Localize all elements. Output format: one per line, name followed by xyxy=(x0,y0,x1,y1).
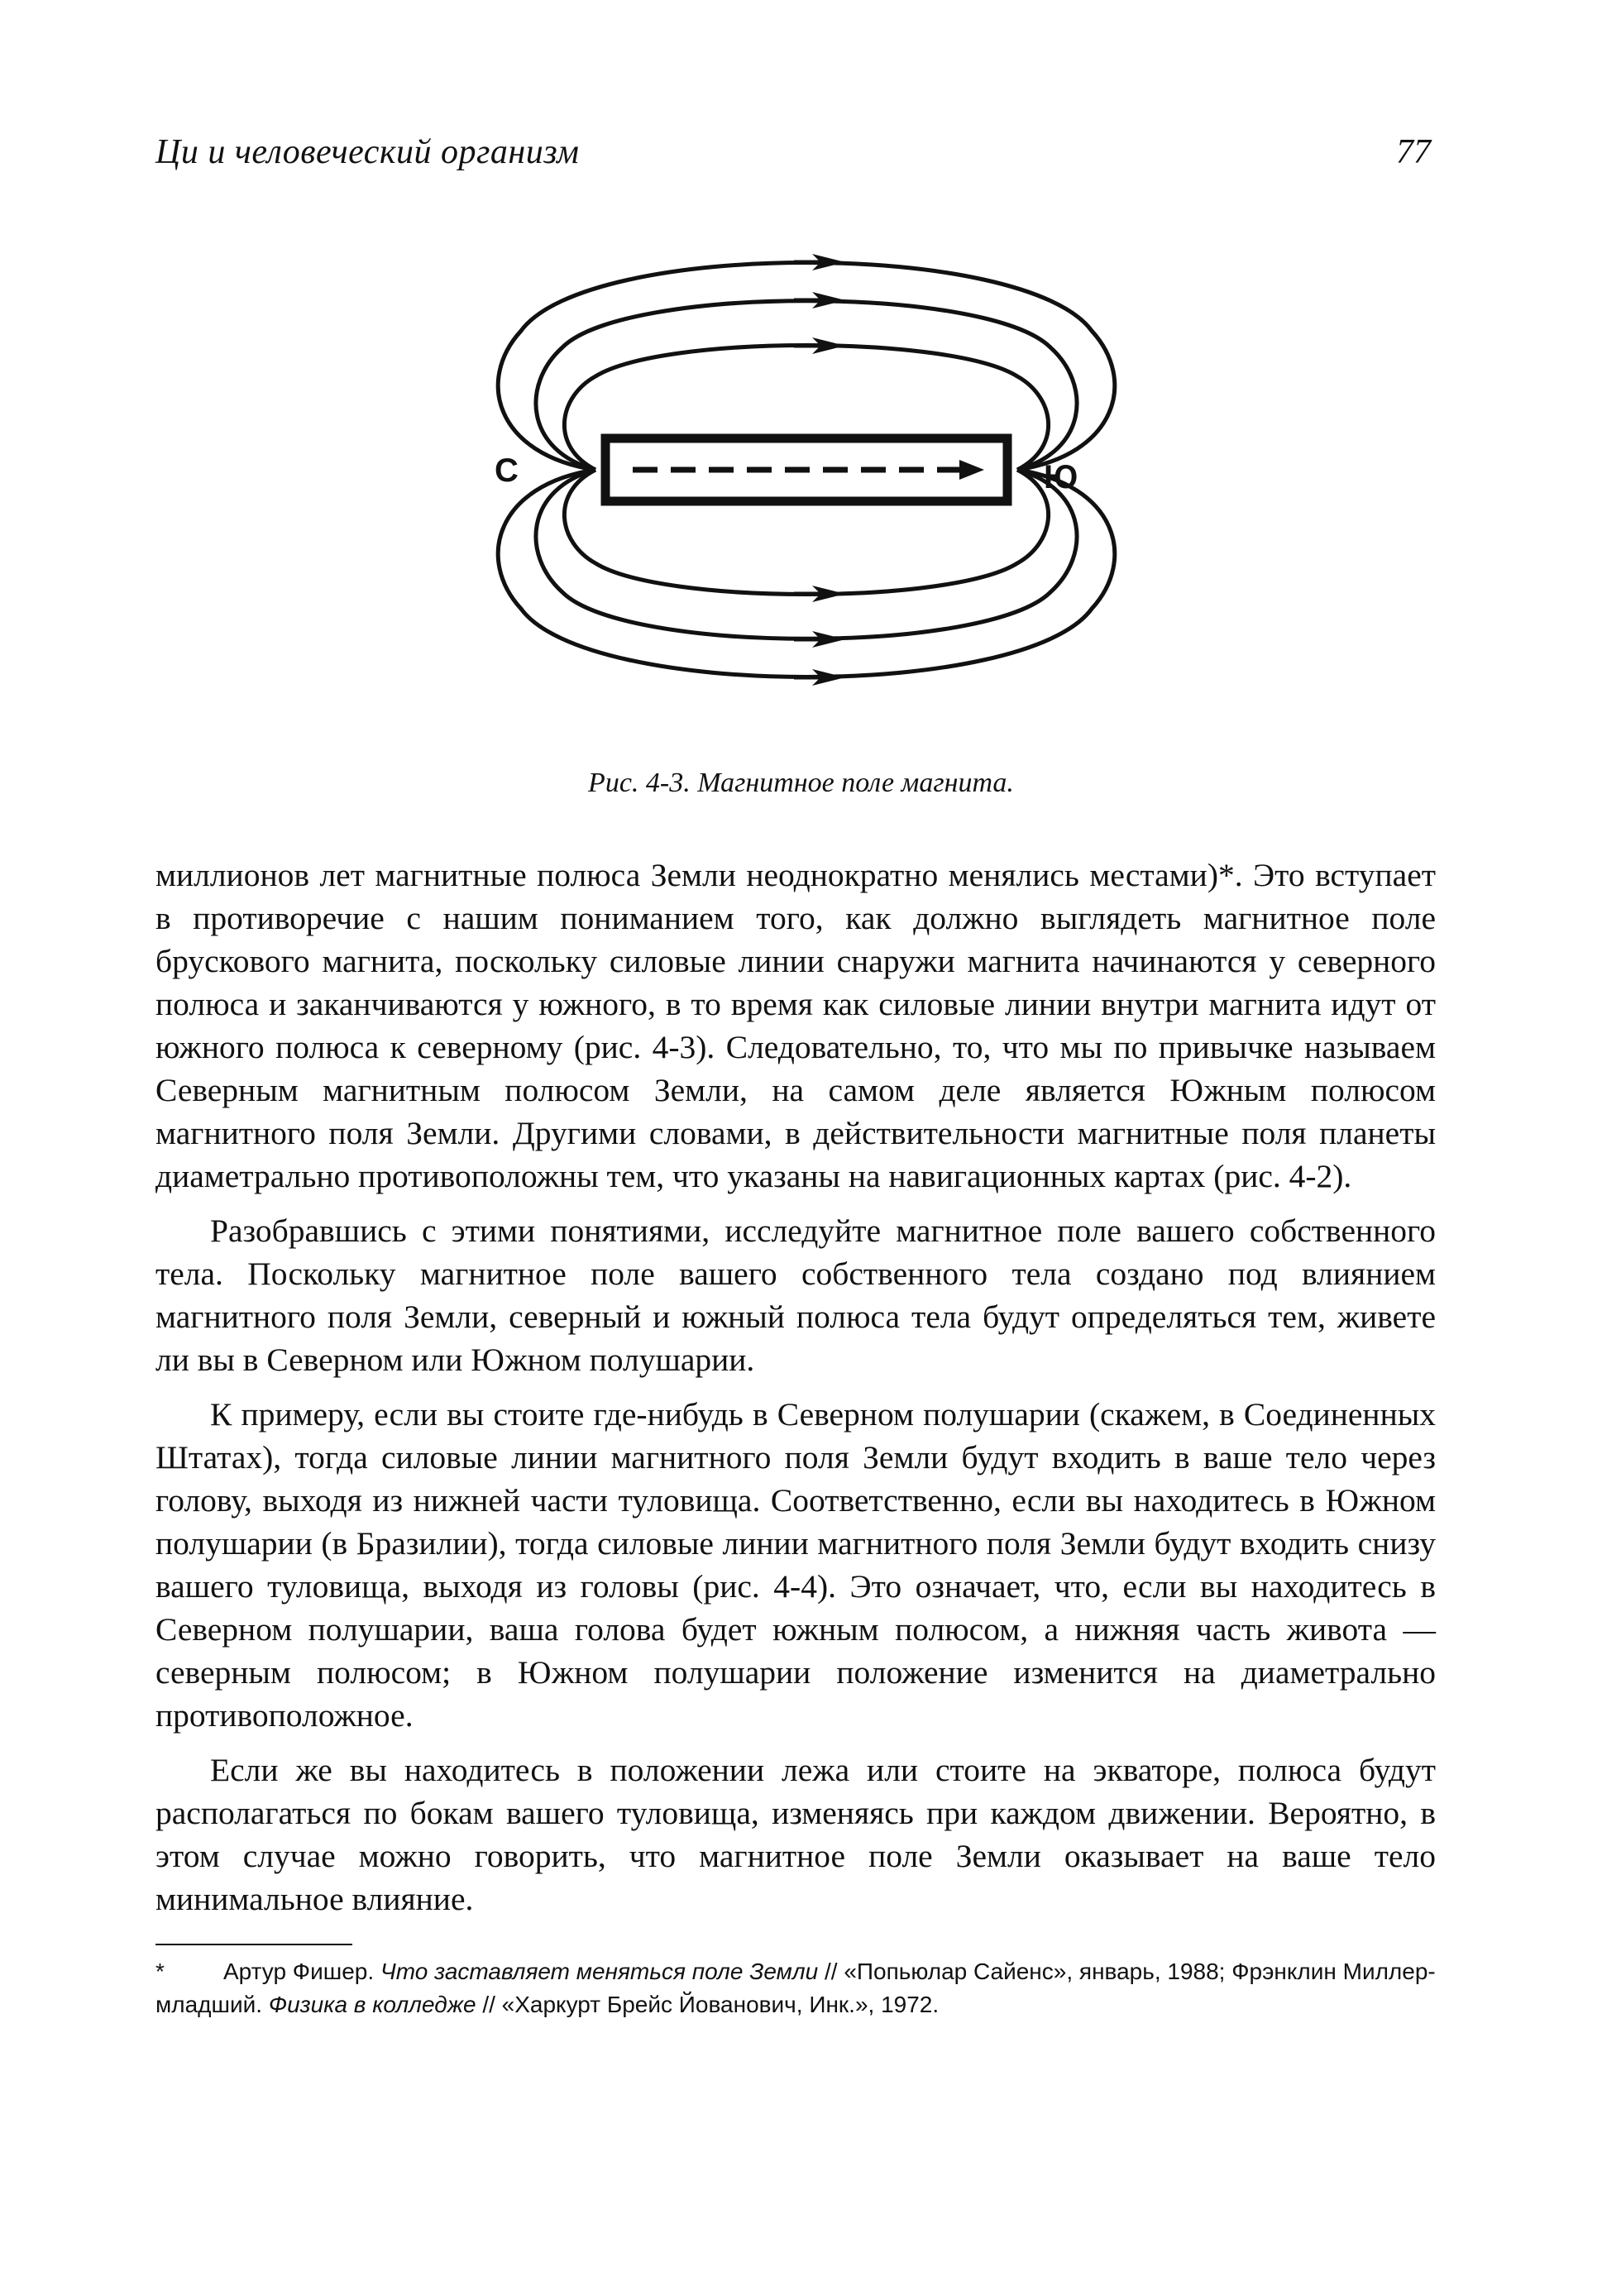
running-title: Ци и человеческий организм xyxy=(155,133,580,171)
footnote-mark: * xyxy=(155,1959,165,1984)
figure-caption: Рис. 4-3. Магнитное поле магнита. xyxy=(588,768,1014,798)
footnote-author-1: Артур Фишер. xyxy=(223,1959,375,1984)
body-text xyxy=(155,854,1436,1921)
page-number: 77 xyxy=(1396,133,1431,171)
footnote-rule xyxy=(155,1944,352,1945)
footnote-title-1: Что заставляет меняться поле Земли xyxy=(380,1959,819,1984)
paragraph-2: Разобравшись с этими понятиями, исследуйте магнитное поле вашего собственного тела. Поскольку магнитное поле вашего собственного тела создано под влиянием магнитного поля Земли, северный и южный полюса тела будут определяться тем, живете ли вы в Северном или Южном полушарии. xyxy=(155,1213,1436,1378)
north-pole-label: С xyxy=(495,452,519,489)
footnote-source-2: // «Харкурт Брейс Йованович, Инк.», 1972. xyxy=(482,1992,940,2017)
footnote xyxy=(155,1955,1436,2021)
paragraph-3: К примеру, если вы стоите где-нибудь в Северном полушарии (скажем, в Соединенных Штатах), тогда силовые линии магнитного поля Земли будут входить в ваше тело через голову, выходя из нижней части туловища. Соответственно, если вы находитесь в Южном полушарии (в Бразилии), тогда силовые линии магнитного поля Земли будут входить снизу вашего туловища, выходя из головы (рис. 4-4). Это означает, что, если вы находитесь в Северном полушарии, ваша голова будет южным полюсом, а нижняя часть живота — северным полюсом; в Южном полушарии положение изменится на диаметрально противоположное. xyxy=(155,1396,1436,1734)
paragraph-4: Если же вы находитесь в положении лежа или стоите на экваторе, полюса будут располагаться по бокам вашего туловища, изменяясь при каждом движении. Вероятно, в этом случае можно говорить, что магнитное поле Земли оказывает на ваше тело минимальное влияние. xyxy=(155,1752,1436,1917)
south-pole-label: Ю xyxy=(1044,459,1078,495)
paragraph-1: миллионов лет магнитные полюса Земли неоднократно менялись местами)*. Это вступает в противоречие с нашим пониманием того, как должно выглядеть магнитное поле брускового магнита, поскольку силовые линии снаружи магнита начинаются у северного полюса и заканчиваются у южного, в то время как силовые линии внутри магнита идут от южного полюса к северному (рис. 4-3). Следовательно, то, что мы по привычке называем Северным магнитным полюсом Земли, на самом деле является Южным полюсом магнитного поля Земли. Другими словами, в действительности магнитные поля планеты диаметрально противоположны тем, что указаны на навигационных картах (рис. 4-2). xyxy=(155,857,1436,1194)
footnote-source-1: // «Попьюлар Сайенс», январь, 1988; Фрэнклин Миллер-младший. xyxy=(155,1959,1436,2017)
magnet-field-figure xyxy=(447,207,1158,728)
footnote-title-2: Физика в колледже xyxy=(268,1992,476,2017)
